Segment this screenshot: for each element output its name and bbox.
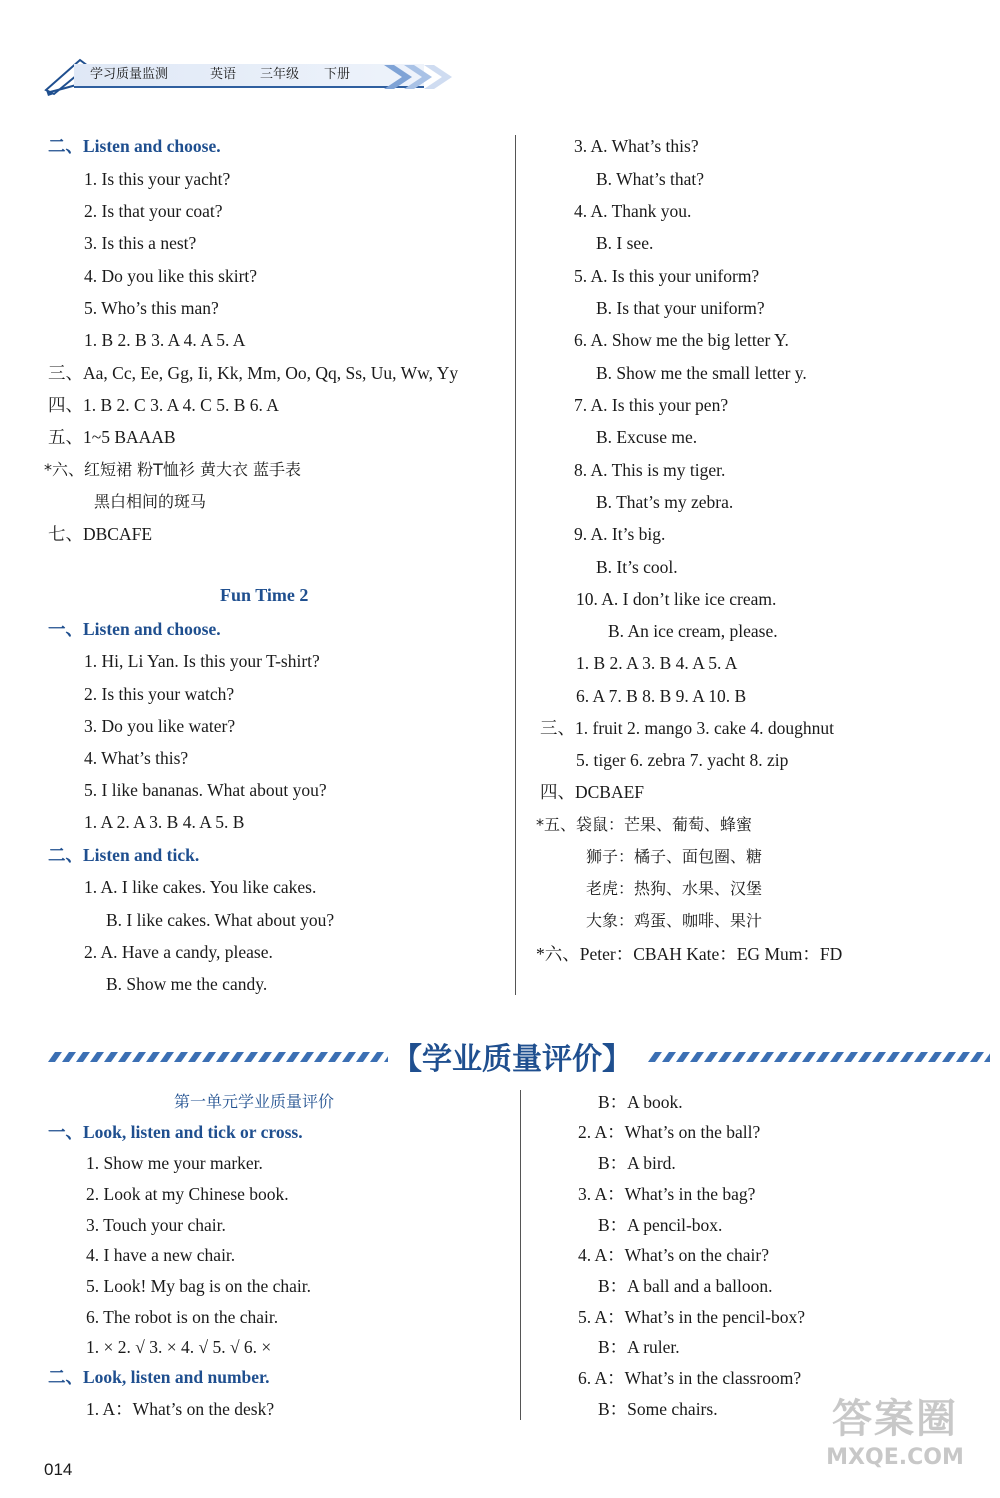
column-divider [515,135,516,995]
answer-line: 6. A 7. B 8. B 9. A 10. B [576,686,747,706]
section-title: 二、Listen and choose. [48,136,221,156]
answer-line: 三、Aa, Cc, Ee, Gg, Ii, Kk, Mm, Oo, Qq, Ss, Uu, Ww, Yy [48,363,459,383]
watermark-text: 答案圈 [832,1396,958,1442]
list-item: 6. A：What’s in the classroom? [578,1368,802,1388]
list-item: 1. A. I like cakes. You like cakes. [84,877,317,897]
list-item: 1. A：What’s on the desk? [86,1399,275,1419]
unit-title: 第一单元学业质量评价 [174,1092,335,1111]
list-item: 5. A：What’s in the pencil-box? [578,1307,805,1327]
answer-line: 1. A 2. A 3. B 4. A 5. B [84,812,245,832]
chevron-arrows-icon [382,62,458,92]
list-item: B：A bird. [598,1153,676,1173]
answer-line: 四、DCBAEF [540,782,645,802]
list-item: 1. Is this your yacht? [84,169,231,189]
list-item: B. That’s my zebra. [596,492,734,512]
list-item: 2. A：What’s on the ball? [578,1122,761,1142]
stripe-decoration [648,1052,990,1062]
section-title: 一、Look, listen and tick or cross. [48,1122,303,1142]
list-item: 9. A. It’s big. [574,524,666,544]
list-item: 6. The robot is on the chair. [86,1307,279,1327]
list-item: 8. A. This is my tiger. [574,460,726,480]
answer-line: 五、1~5 BAAAB [48,427,176,447]
list-item: 4. What’s this? [84,748,189,768]
column-divider [520,1090,521,1420]
section-title: 二、Look, listen and number. [48,1367,270,1387]
list-item: 5. Look! My bag is on the chair. [86,1276,312,1296]
list-item: 2. Is this your watch? [84,684,235,704]
page-number: 014 [44,1460,73,1479]
section-heading: Fun Time 2 [220,585,309,605]
list-item: B. Is that your uniform? [596,298,765,318]
answer-line: 四、1. B 2. C 3. A 4. C 5. B 6. A [48,395,279,415]
watermark-logo [800,1395,990,1490]
list-item: B：A ball and a balloon. [598,1276,773,1296]
list-item: B. Excuse me. [596,427,698,447]
section-banner [48,1032,990,1078]
answer-line: 狮子：橘子、面包圈、糖 [586,847,763,866]
subject-label: 英语 [210,67,237,82]
list-item: B：A book. [598,1092,683,1112]
list-item: 4. A：What’s on the chair? [578,1245,769,1265]
answer-line: 5. tiger 6. zebra 7. yacht 8. zip [576,750,789,770]
answer-line: 黑白相间的斑马 [94,492,207,511]
answer-line: *六、红短裙 粉T恤衫 黄大衣 蓝手表 [44,460,302,479]
answer-line: 1. B 2. B 3. A 4. A 5. A [84,330,246,350]
list-item: 7. A. Is this your pen? [574,395,729,415]
grade-label: 三年级 [260,67,300,82]
list-item: B. I like cakes. What about you? [106,910,335,930]
list-item: B：Some chairs. [598,1399,718,1419]
list-item: B. I see. [596,233,654,253]
answer-line: 1. × 2. √ 3. × 4. √ 5. √ 6. × [86,1337,272,1357]
list-item: B. Show me the small letter y. [596,363,807,383]
section-title: 二、Listen and tick. [48,845,200,865]
list-item: B. An ice cream, please. [608,621,778,641]
list-item: 4. I have a new chair. [86,1245,236,1265]
answer-line: *五、袋鼠：芒果、葡萄、蜂蜜 [536,815,753,834]
list-item: 2. A. Have a candy, please. [84,942,273,962]
banner-title: 【学业质量评价】 [392,1042,632,1077]
watermark-url: MXQE.COM [826,1445,964,1470]
list-item: B：A ruler. [598,1337,680,1357]
list-item: 5. A. Is this your uniform? [574,266,760,286]
list-item: 6. A. Show me the big letter Y. [574,330,789,350]
list-item: 5. Who’s this man? [84,298,219,318]
page-header [44,56,464,96]
list-item: 3. A. What’s this? [574,136,699,156]
list-item: 2. Look at my Chinese book. [86,1184,289,1204]
answer-line: 老虎：热狗、水果、汉堡 [586,879,763,898]
list-item: B. Show me the candy. [106,974,268,994]
answer-line: *六、Peter：CBAH Kate：EG Mum：FD [536,944,843,964]
list-item: B. What’s that? [596,169,705,189]
list-item: 3. Is this a nest? [84,233,197,253]
section-title: 一、Listen and choose. [48,619,221,639]
list-item: 3. A：What’s in the bag? [578,1184,756,1204]
list-item: 1. Hi, Li Yan. Is this your T-shirt? [84,651,320,671]
answer-line: 1. B 2. A 3. B 4. A 5. A [576,653,738,673]
list-item: 10. A. I don’t like ice cream. [576,589,777,609]
answer-line: 三、1. fruit 2. mango 3. cake 4. doughnut [540,718,835,738]
series-name: 学习质量监测 [90,67,169,82]
answer-line: 七、DBCAFE [48,524,153,544]
list-item: B：A pencil-box. [598,1215,723,1235]
volume-label: 下册 [324,67,351,82]
stripe-decoration [48,1052,388,1062]
answer-line: 大象：鸡蛋、咖啡、果汁 [586,911,763,930]
list-item: 3. Touch your chair. [86,1215,226,1235]
list-item: B. It’s cool. [596,557,678,577]
list-item: 2. Is that your coat? [84,201,223,221]
list-item: 3. Do you like water? [84,716,236,736]
list-item: 5. I like bananas. What about you? [84,780,327,800]
list-item: 1. Show me your marker. [86,1153,263,1173]
list-item: 4. Do you like this skirt? [84,266,258,286]
list-item: 4. A. Thank you. [574,201,692,221]
